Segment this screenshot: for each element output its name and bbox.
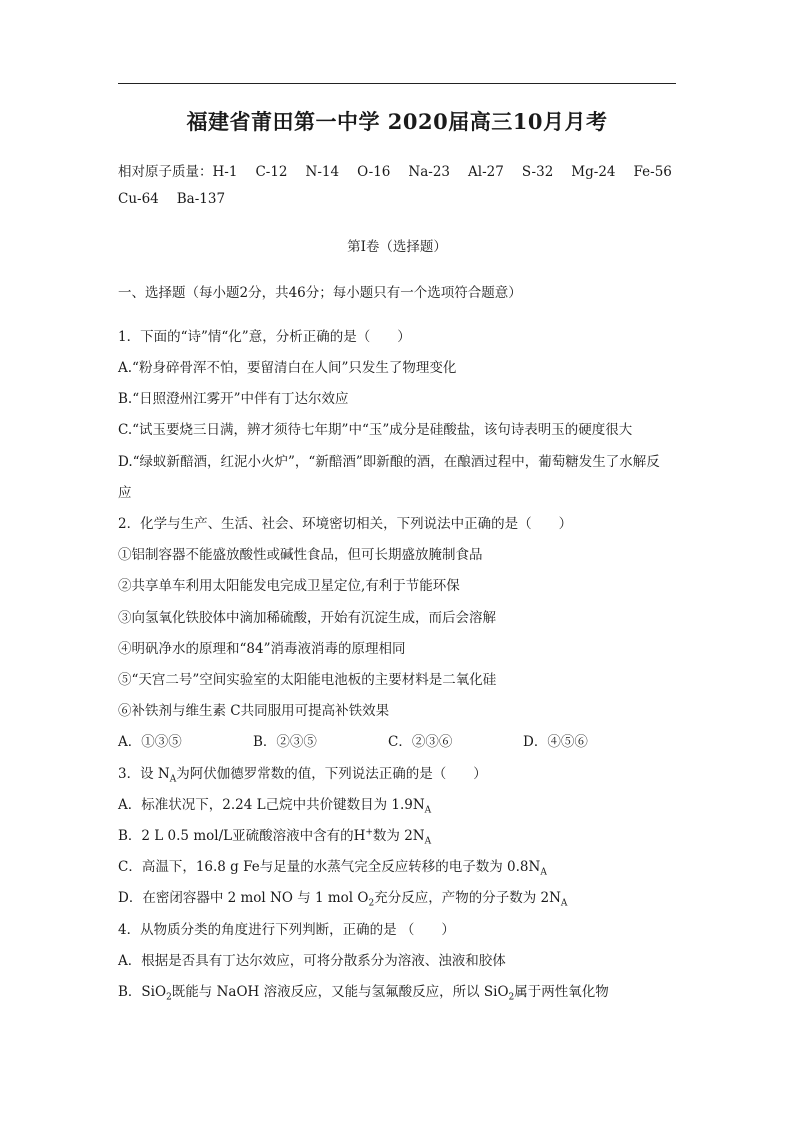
- q2-statement-4: ④明矾净水的原理和“84”消毒液消毒的原理相同: [118, 641, 406, 657]
- q3-c-sub: A: [540, 867, 547, 878]
- q3-b-sup: +: [365, 827, 373, 838]
- q1-option-c: C.“试玉要烧三日满，辨才须待七年期”中“玉”成分是硅酸盐，该句诗表明玉的硬度很大: [118, 422, 633, 438]
- q4-b-sub-2: 2: [508, 992, 515, 1003]
- q3-option-d: [118, 886, 567, 909]
- mass-fe: Fe-56: [633, 164, 672, 180]
- mass-s: S-32: [521, 164, 554, 180]
- q2-statement-5: ⑤“天宫二号”空间实验室的太阳能电池板的主要材料是二氧化硅: [118, 672, 497, 688]
- q2-statement-6: ⑥补铁剂与维生素 C共同服用可提高补铁效果: [118, 703, 390, 719]
- q2-options: [118, 730, 658, 750]
- q4-option-b: [118, 980, 609, 1003]
- atomic-masses-line-1: [118, 160, 690, 180]
- q1-stem: 1．下面的“诗”情“化”意，分析正确的是（ ）: [118, 329, 411, 345]
- q2-option-a: A．①③⑤: [118, 734, 182, 750]
- q3-d-text: D．在密闭容器中 2 mol NO 与 1 mol O: [118, 890, 369, 906]
- q2-option-c: C．②③⑥: [388, 734, 453, 750]
- mass-ba: Ba-137: [176, 191, 226, 207]
- atomic-masses-line-2: [118, 191, 243, 207]
- q3-b-sub: A: [424, 836, 432, 847]
- q4-b-text: B．SiO: [118, 984, 167, 1000]
- mass-h: H-1: [212, 164, 238, 180]
- q3-stem-text: 3．设 N: [118, 766, 170, 782]
- q1-option-d-cont: 应: [118, 485, 132, 501]
- q4-b-text-2: 既能与 NaOH 溶液反应，又能与氢氟酸反应，所以 SiO: [171, 984, 509, 1000]
- q3-stem-sub: A: [169, 774, 177, 785]
- mass-n: N-14: [305, 164, 340, 180]
- q3-a-text: A．标准状况下，2.24 L己烷中共价键数目为 1.9N: [118, 797, 425, 813]
- q3-b-text: B．2 L 0.5 mol/L亚硫酸溶液中含有的H: [118, 828, 366, 844]
- q2-statement-2: ②共享单车利用太阳能发电完成卫星定位,有利于节能环保: [118, 578, 460, 594]
- exam-title: 福建省莆田第一中学 2020届高三10月月考: [186, 109, 608, 134]
- part-title: 第Ⅰ卷（选择题）: [347, 239, 447, 255]
- q3-stem-text-2: 为阿伏伽德罗常数的值，下列说法正确的是（ ）: [176, 766, 487, 782]
- q4-option-a: A．根据是否具有丁达尔效应，可将分散系分为溶液、浊液和胶体: [118, 953, 506, 969]
- q3-d-sub-2: A: [560, 898, 568, 909]
- q3-d-text-2: 充分反应，产物的分子数为 2N: [374, 890, 561, 906]
- q2-statement-1: ①铝制容器不能盛放酸性或碱性食品，但可长期盛放腌制食品: [118, 547, 483, 563]
- q2-option-b: B．②③⑤: [253, 734, 317, 750]
- q3-d-sub-1: 2: [368, 898, 375, 909]
- q2-stem: 2．化学与生产、生活、社会、环境密切相关，下列说法中正确的是（ ）: [118, 516, 573, 532]
- mass-cu: Cu-64: [118, 191, 159, 207]
- mass-na: Na-23: [408, 164, 450, 180]
- q3-option-b: [118, 824, 431, 847]
- q1-option-b: B.“日照澄州江雾开”中伴有丁达尔效应: [118, 391, 349, 407]
- q4-b-text-3: 属于两性氧化物: [514, 984, 609, 1000]
- q4-stem: 4．从物质分类的角度进行下列判断，正确的是 （ ）: [118, 922, 455, 938]
- mass-c: C-12: [255, 164, 288, 180]
- q2-option-d: D．④⑤⑥: [523, 734, 588, 750]
- section-heading: 一、选择题（每小题2分，共46分；每小题只有一个选项符合题意）: [118, 285, 522, 301]
- header-rule: [118, 83, 676, 84]
- masses-label: 相对原子质量：: [118, 164, 213, 180]
- mass-mg: Mg-24: [571, 164, 616, 180]
- q3-a-sub: A: [424, 805, 432, 816]
- q4-b-sub-1: 2: [166, 992, 172, 1003]
- q3-c-text: C．高温下，16.8 g Fe与足量的水蒸气完全反应转移的电子数为 0.8N: [118, 859, 541, 875]
- q3-option-a: [118, 793, 431, 816]
- q3-option-c: [118, 855, 547, 878]
- q3-b-text-2: 数为 2N: [372, 828, 425, 844]
- q2-statement-3: ③向氢氧化铁胶体中滴加稀硫酸，开始有沉淀生成，而后会溶解: [118, 610, 496, 626]
- mass-al: Al-27: [468, 164, 504, 180]
- q1-option-a: A.“粉身碎骨浑不怕，要留清白在人间”只发生了物理变化: [118, 360, 457, 376]
- q3-stem: [118, 762, 487, 785]
- q1-option-d: D.“绿蚁新醅酒，红泥小火炉”，“新醅酒”即新酿的酒，在酿酒过程中，葡萄糖发生了水解反: [118, 454, 660, 470]
- mass-o: O-16: [357, 164, 391, 180]
